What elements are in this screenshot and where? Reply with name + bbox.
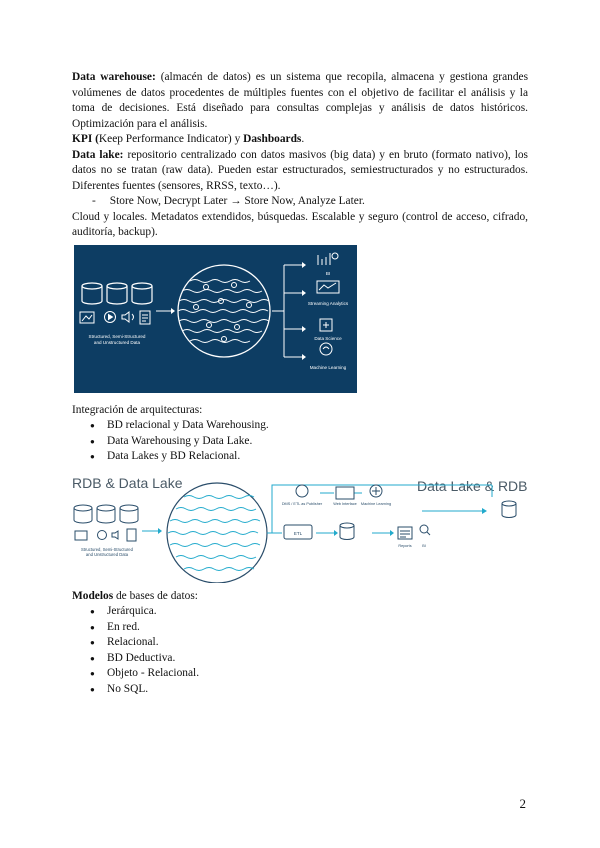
list-item: ● Data Lakes y BD Relacional. bbox=[92, 449, 528, 465]
output-machine-learning: Machine Learning bbox=[309, 364, 347, 370]
label-machine-learning: Machine Learning bbox=[360, 501, 392, 506]
term-models: Modelos bbox=[72, 589, 114, 602]
list-item: ● En red. bbox=[92, 620, 528, 636]
models-list bbox=[72, 604, 528, 697]
paragraph-data-lake bbox=[72, 148, 528, 195]
bottom-row-icons bbox=[281, 501, 516, 540]
list-item: ● Relacional. bbox=[92, 635, 528, 651]
integration-list bbox=[72, 418, 528, 465]
term-kpi: KPI ( bbox=[72, 133, 99, 145]
list-item: ● Jerárquica. bbox=[92, 604, 528, 620]
title-data-lake-rdb: Data Lake & RDB bbox=[417, 477, 528, 494]
page-content bbox=[72, 70, 528, 697]
text-data-lake: repositorio centralizado con datos masivos (big data) y en bruto (formato nativo), los datos no se tratan (raw data). Pueden estar estructurados, semiestructurados y no estructurados. Diferentes fuentes (sensores, RRSS, texto…). bbox=[72, 148, 528, 192]
list-item: ● BD relacional y Data Warehousing. bbox=[92, 418, 528, 434]
text-data-warehouse: (almacén de datos) es un sistema que recopila, almacena y gestiona grandes volúmenes de datos procedentes de múltiples fuentes con el objetivo de facilitar el análisis y la toma de decisiones. Está diseñado para consultas complejas y análisis de datos históricos. Optimización para el análisis. bbox=[72, 71, 529, 130]
integration-diagram bbox=[72, 475, 528, 583]
paragraph-data-warehouse bbox=[72, 70, 528, 132]
left-label-line2: and Unstructured Data bbox=[93, 339, 141, 345]
kpi-end: . bbox=[301, 133, 305, 145]
integration-figure bbox=[72, 475, 528, 583]
data-lake-figure bbox=[74, 245, 357, 393]
label-bi: BI bbox=[422, 543, 426, 548]
paragraph-cloud: Cloud y locales. Metadatos extendidos, búsquedas. Escalable y seguro (control de acceso, cifrado, auditoría, backup). bbox=[72, 210, 528, 238]
term-data-lake: Data lake: bbox=[72, 148, 124, 161]
dash-text: Store Now, Decrypt Later → Store Now, Analyze Later. bbox=[109, 195, 365, 207]
dash-list-item bbox=[92, 194, 528, 210]
list-item: ● Data Warehousing y Data Lake. bbox=[92, 434, 528, 450]
list-item: ● No SQL. bbox=[92, 682, 528, 698]
term-data-warehouse: Data warehouse: bbox=[72, 71, 156, 83]
paragraph-models bbox=[72, 589, 528, 605]
list-item: ● Objeto - Relacional. bbox=[92, 666, 528, 682]
output-streaming-analytics: Streaming Analytics bbox=[307, 300, 349, 306]
output-bi: BI bbox=[325, 270, 331, 276]
data-lake-diagram bbox=[74, 245, 357, 393]
term-dashboards: Dashboards bbox=[243, 133, 302, 145]
dash-marker: - bbox=[92, 195, 96, 207]
left-label-line1: Structured, Semi-Structured bbox=[81, 546, 133, 552]
paragraph-kpi bbox=[72, 132, 528, 148]
list-item: ● BD Deductiva. bbox=[92, 651, 528, 667]
label-dms-etl: DMS / ETL as Publisher bbox=[281, 501, 323, 506]
label-web-interface: Web Interface bbox=[333, 501, 357, 506]
left-label-line1: Structured, Semi-Structured bbox=[88, 333, 146, 339]
lake-waves bbox=[168, 495, 260, 570]
label-etl: ETL bbox=[293, 530, 303, 536]
title-rdb-data-lake: RDB & Data Lake bbox=[72, 474, 183, 491]
database-icons bbox=[74, 505, 138, 541]
text-kpi: Keep Performance Indicator) y bbox=[98, 133, 244, 145]
top-row-icons bbox=[296, 485, 382, 499]
output-data-science: Data Science bbox=[314, 335, 342, 341]
label-reports: Reports bbox=[398, 543, 412, 548]
integration-title: Integración de arquitecturas: bbox=[72, 403, 203, 416]
text-models: de bases de datos: bbox=[113, 589, 198, 602]
left-label-line2: and Unstructured Data bbox=[85, 551, 129, 557]
page-number: 2 bbox=[519, 796, 526, 811]
